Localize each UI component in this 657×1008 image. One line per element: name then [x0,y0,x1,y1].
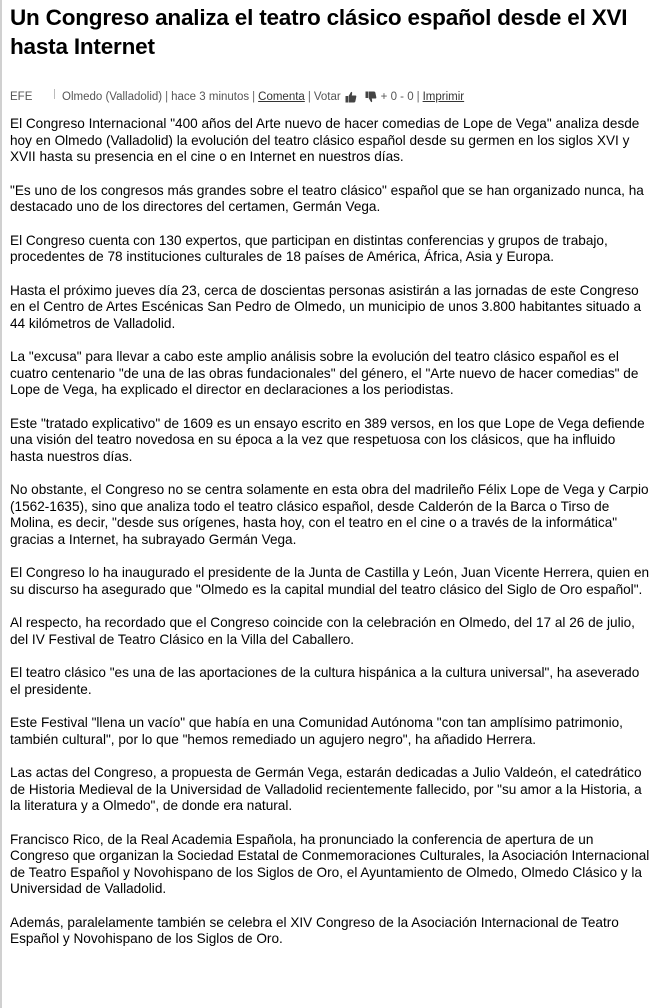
article-title: Un Congreso analiza el teatro clásico español desde el XVI hasta Internet [10,5,628,59]
paragraph: Al respecto, ha recordado que el Congreso coincide con la celebración en Olmedo, del 17 al 26 de julio, del IV Festival de Teatro Clásico en la Villa del Caballero. [10,615,635,647]
article [10,0,652,965]
article-body [10,116,652,948]
left-border [0,0,2,1008]
timestamp: hace 3 minutos [171,91,250,103]
paragraph: No obstante, el Congreso no se centra solamente en esta obra del madrileño Félix Lope de Vega y Carpio (1562-1635), sino que analiza todo el teatro clásico español, desde Calderón de la Barca o Tirso de Molina, es decir, "desde sus orígenes, hasta hoy, con el teatro en el cine o a través de la informática" gracias a Internet, ha subrayado Germán Vega. [10,482,649,547]
paragraph: El teatro clásico "es una de las aportaciones de la cultura hispánica a la cultura universal", ha aseverado el presidente. [10,665,640,697]
paragraph: Francisco Rico, de la Real Academia Española, ha pronunciado la conferencia de apertura de un Congreso que organizan la Sociedad Estatal de Conmemoraciones Culturales, la Asociación Internacional de Teatro Español y Novohispano de los Siglos de Oro, el Ayuntamiento de Olmedo, Olmedo Clásico y la Universidad de Valladolid. [10,831,650,896]
paragraph: Hasta el próximo jueves día 23, cerca de doscientas personas asistirán a las jornadas de este Congreso en el Centro de Artes Escénicas San Pedro de Olmedo, un municipio de unos 3.800 habitantes situado a 44 kilómetros de Valladolid. [10,282,642,331]
separator: | [165,91,169,103]
meta-divider [54,89,55,99]
paragraph: Este Festival "llena un vacío" que había en una Comunidad Autónoma "con tan amplísimo patrimonio, también cultural", por lo que "hemos remediado un agujero negro", ha añadido Herrera. [10,715,623,747]
thumb-down-icon[interactable] [365,91,377,103]
paragraph: "Es uno de los congresos más grandes sobre el teatro clásico" español que se han organizado nunca, ha destacado uno de los directores del certamen, Germán Vega. [10,182,644,214]
article-meta [10,88,652,106]
separator: | [307,91,311,103]
location: Olmedo (Valladolid) [62,91,163,103]
paragraph: El Congreso cuenta con 130 expertos, que participan en distintas conferencias y grupos de trabajo, procedentes de 78 instituciones culturales de 18 países de América, África, Asia y Europa. [10,232,608,264]
paragraph: Las actas del Congreso, a propuesta de Germán Vega, estarán dedicadas a Julio Valdeón, el catedrático de Historia Medieval de la Universidad de Valladolid recientemente fallecido, por "su amor a la Historia, a la literatura y a Olmedo", de donde era natural. [10,765,642,813]
source-agency: EFE [10,91,33,103]
vote-label: Votar [313,91,341,103]
separator: | [416,91,420,103]
comment-link[interactable]: Comenta [258,91,305,103]
vote-score: + 0 - 0 [380,91,414,103]
paragraph: La "excusa" para llevar a cabo este amplio análisis sobre la evolución del teatro clásico español es el cuatro centenario "de una de las obras fundacionales" del género, el "Arte nuevo de hacer comedias" de Lope de Vega, ha explicado el director en declaraciones a los periodistas. [10,349,639,397]
paragraph: Este "tratado explicativo" de 1609 es un ensayo escrito en 389 versos, en los que Lope de Vega defiende una visión del teatro novedosa en su época a la vez que respetuosa con los clásicos, que ha influido hasta nuestros días. [10,415,645,464]
print-link[interactable]: Imprimir [422,91,465,103]
paragraph: El Congreso Internacional "400 años del Arte nuevo de hacer comedias de Lope de Vega" analiza desde hoy en Olmedo (Valladolid) la evolución del teatro clásico español desde su germen en los siglos XVI y XVII hasta su presencia en el cine o en Internet en nuestros días. [10,116,640,164]
separator: | [252,91,256,103]
paragraph: Además, paralelamente también se celebra el XIV Congreso de la Asociación Internacional de Teatro Español y Novohispano de los Siglos de Oro. [10,914,619,946]
paragraph: El Congreso lo ha inaugurado el presidente de la Junta de Castilla y León, Juan Vicente Herrera, quien en su discurso ha asegurado que "Olmedo es la capital mundial del teatro clásico del Siglo de Oro español". [10,565,650,597]
thumb-up-icon[interactable] [345,91,357,103]
